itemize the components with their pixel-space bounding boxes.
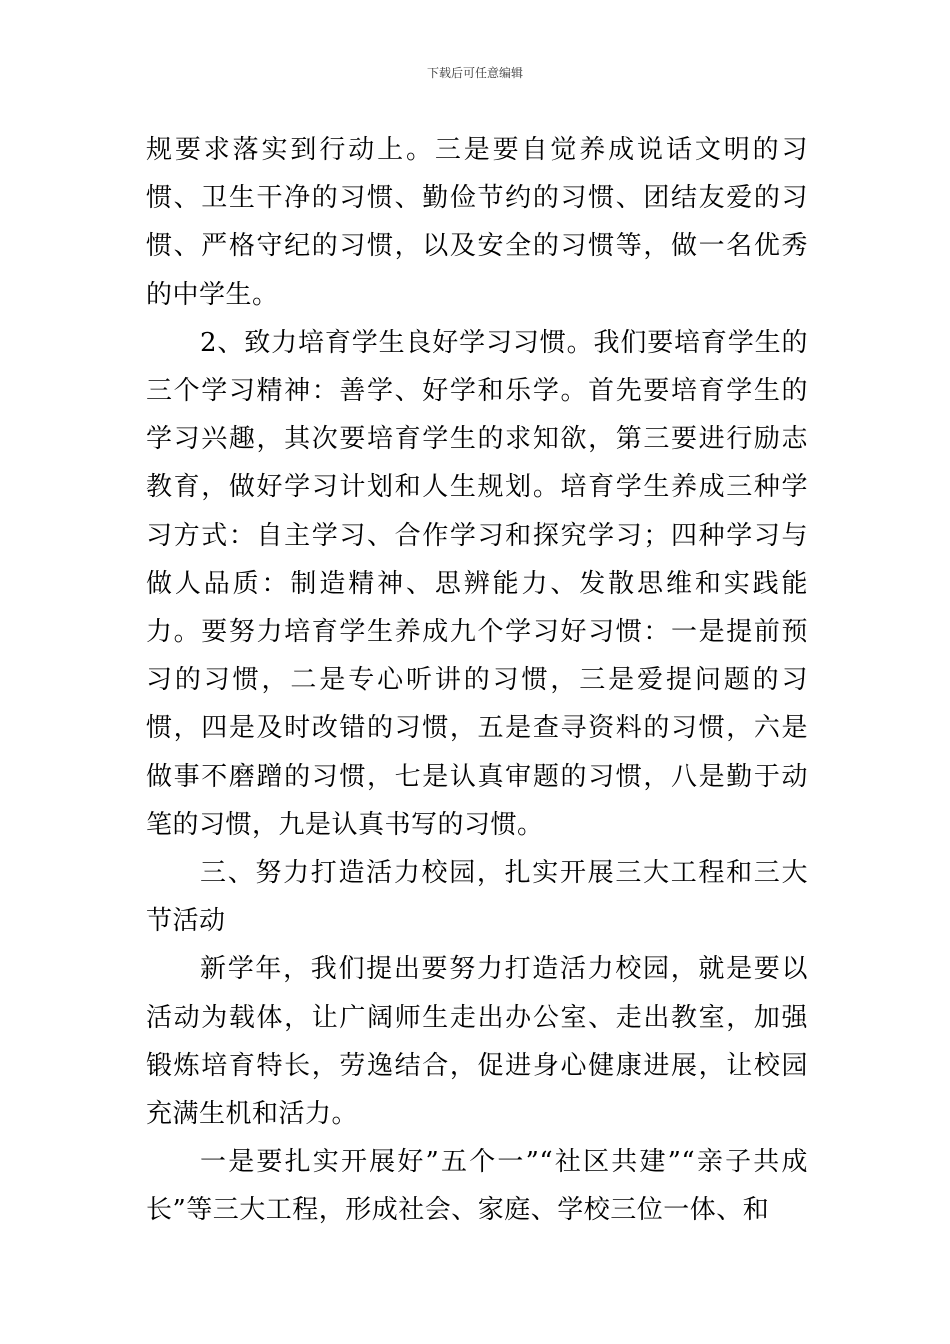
paragraph-new-school-year: 新学年，我们提出要努力打造活力校园，就是要以活动为载体，让广阔师生走出办公室、走出教室，加强锻炼培育特长，劳逸结合，促进身心健康进展，让校园充满生机和活力。 bbox=[146, 954, 808, 1130]
paragraph-three-projects: 一是要扎实开展好”五个一”“社区共建”“亲子共成长”等三大工程，形成社会、家庭、学校三位一体、和 bbox=[146, 1147, 808, 1226]
paragraph-continuation: 规要求落实到行动上。三是要自觉养成说话文明的习惯、卫生干净的习惯、勤俭节约的习惯、团结友爱的习惯、严格守纪的习惯，以及安全的习惯等，做一名优秀的中学生。 bbox=[146, 135, 808, 310]
document-body bbox=[146, 126, 808, 1235]
section-heading-vibrant-campus: 三、努力打造活力校园，扎实开展三大工程和三大节活动 bbox=[146, 858, 808, 937]
paragraph-study-habits: 2、致力培育学生良好学习习惯。我们要培育学生的三个学习精神：善学、好学和乐学。首先要培育学生的学习兴趣，其次要培育学生的求知欲，第三要进行励志教育，做好学习计划和人生规划。培育学生养成三种学习方式：自主学习、合作学习和探究学习；四种学习与做人品质：制造精神、思辨能力、发散思维和实践能力。要努力培育学生养成九个学习好习惯：一是提前预习的习惯，二是专心听讲的习惯，三是爱提问题的习惯，四是及时改错的习惯，五是查寻资料的习惯，六是做事不磨蹭的习惯，七是认真审题的习惯，八是勤于动笔的习惯，九是认真书写的习惯。 bbox=[146, 327, 808, 840]
page-header: 下载后可任意编辑 bbox=[426, 66, 523, 80]
